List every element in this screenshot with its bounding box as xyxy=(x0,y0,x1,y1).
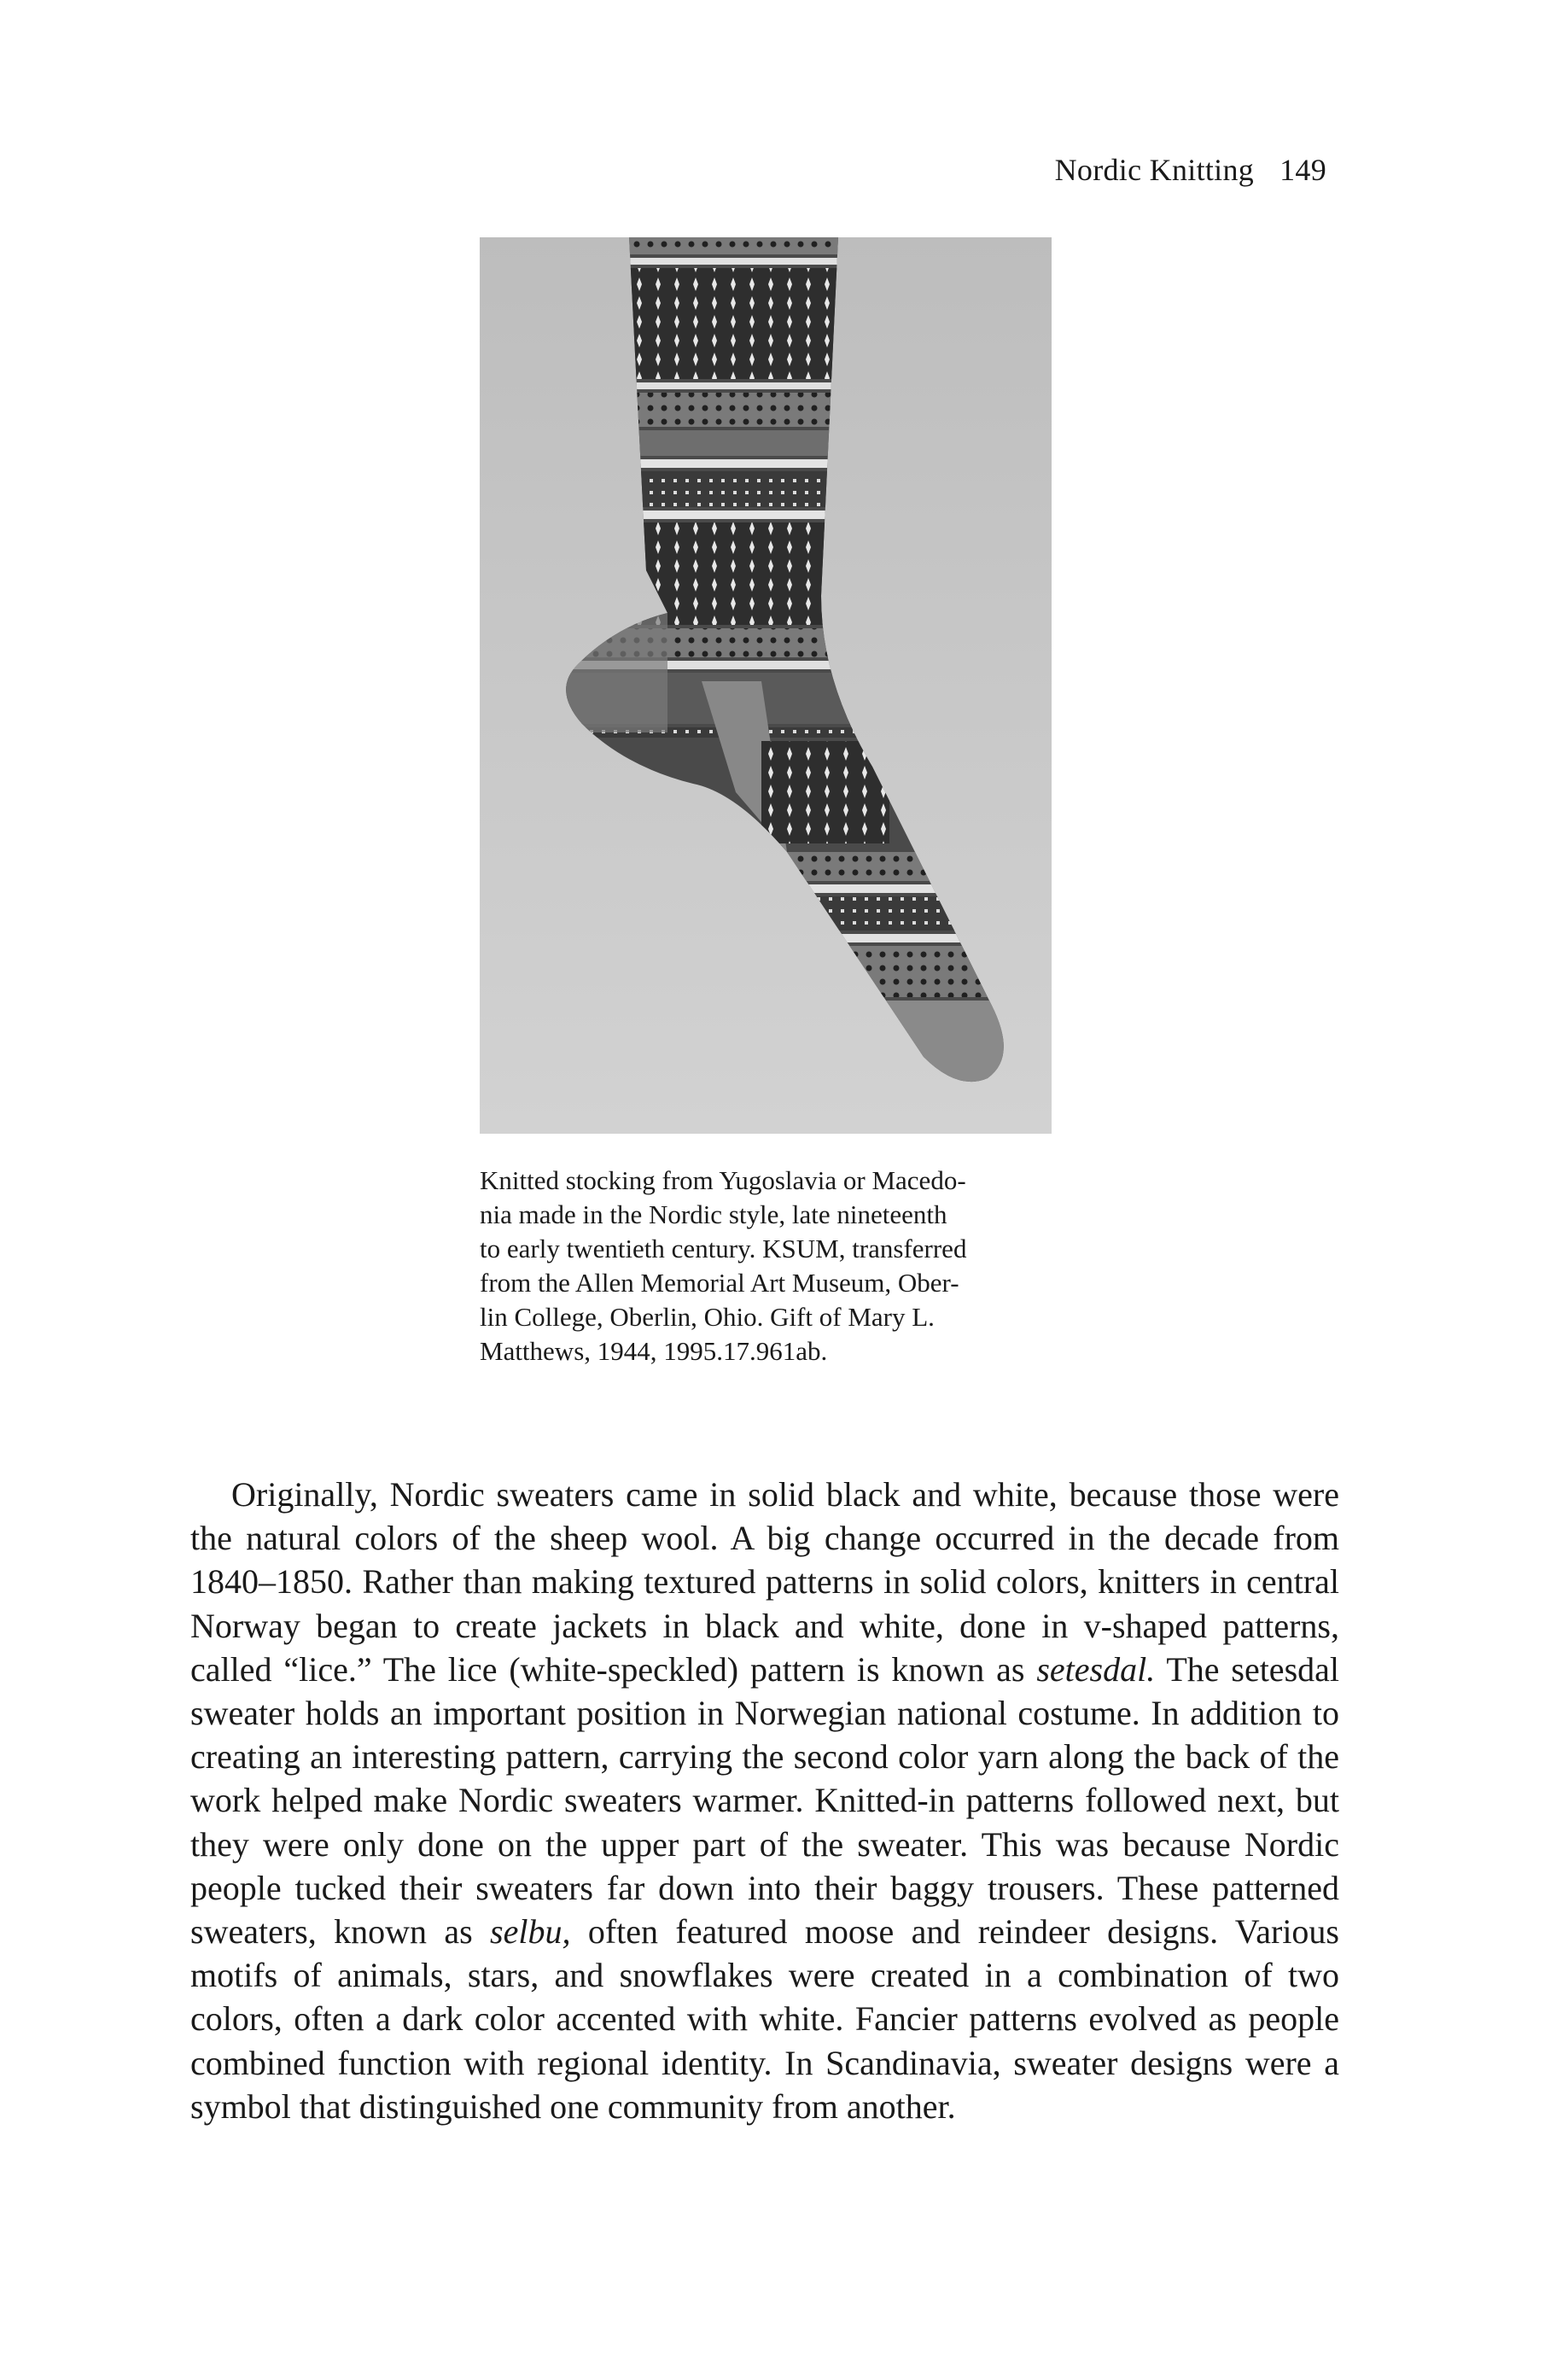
caption-line: Knitted stocking from Yugoslavia or Macedo- xyxy=(480,1165,966,1195)
caption-line: from the Allen Memorial Art Museum, Ober- xyxy=(480,1268,959,1298)
body-paragraph xyxy=(190,1473,1339,2128)
body-text-segment: Originally, Nordic sweaters came in solid black and white, because those were the natural colors of the sheep wool. A big change occurred in the decade from 1840–1850. Rather than making textured patterns in solid colors, knitters in central Norway began to create jackets in black and white, done in v-shaped patterns, called “lice.” The lice (white-speckled) pattern is known as xyxy=(190,1475,1339,1689)
running-title: Nordic Knitting xyxy=(1054,153,1255,187)
term-selbu: selbu, xyxy=(490,1912,571,1952)
caption-line: lin College, Oberlin, Ohio. Gift of Mary L. xyxy=(480,1302,935,1332)
caption-line: Matthews, 1944, 1995.17.961ab. xyxy=(480,1336,828,1366)
running-head xyxy=(1055,152,1326,188)
body-text-segment: often featured moose and reindeer designs. Various motifs of animals, stars, and snowflakes were created in a combination of two colors, often a dark color accented with white. Fancier patterns evolved as people combined function with regional identity. In Scandinavia, sweater designs were a symbol that distinguished one community from another. xyxy=(190,1912,1339,2126)
caption-line: nia made in the Nordic style, late nineteenth xyxy=(480,1199,947,1229)
page-number: 149 xyxy=(1279,153,1326,187)
term-setesdal: setesdal. xyxy=(1036,1649,1156,1689)
body-text-segment: The setesdal sweater holds an important position in Norwegian national costume. In addition to creating an interesting pattern, carrying the second color yarn along the back of the work helped make Nordic sweaters warmer. Knitted-in patterns followed next, but they were only done on the upper part of the sweater. This was because Nordic people tucked their sweaters far down into their baggy trousers. These patterned sweaters, known as xyxy=(190,1649,1339,1952)
stocking-photo xyxy=(480,237,1052,1134)
caption-line: to early twentieth century. KSUM, transferred xyxy=(480,1234,967,1263)
figure-caption xyxy=(480,1164,1052,1368)
